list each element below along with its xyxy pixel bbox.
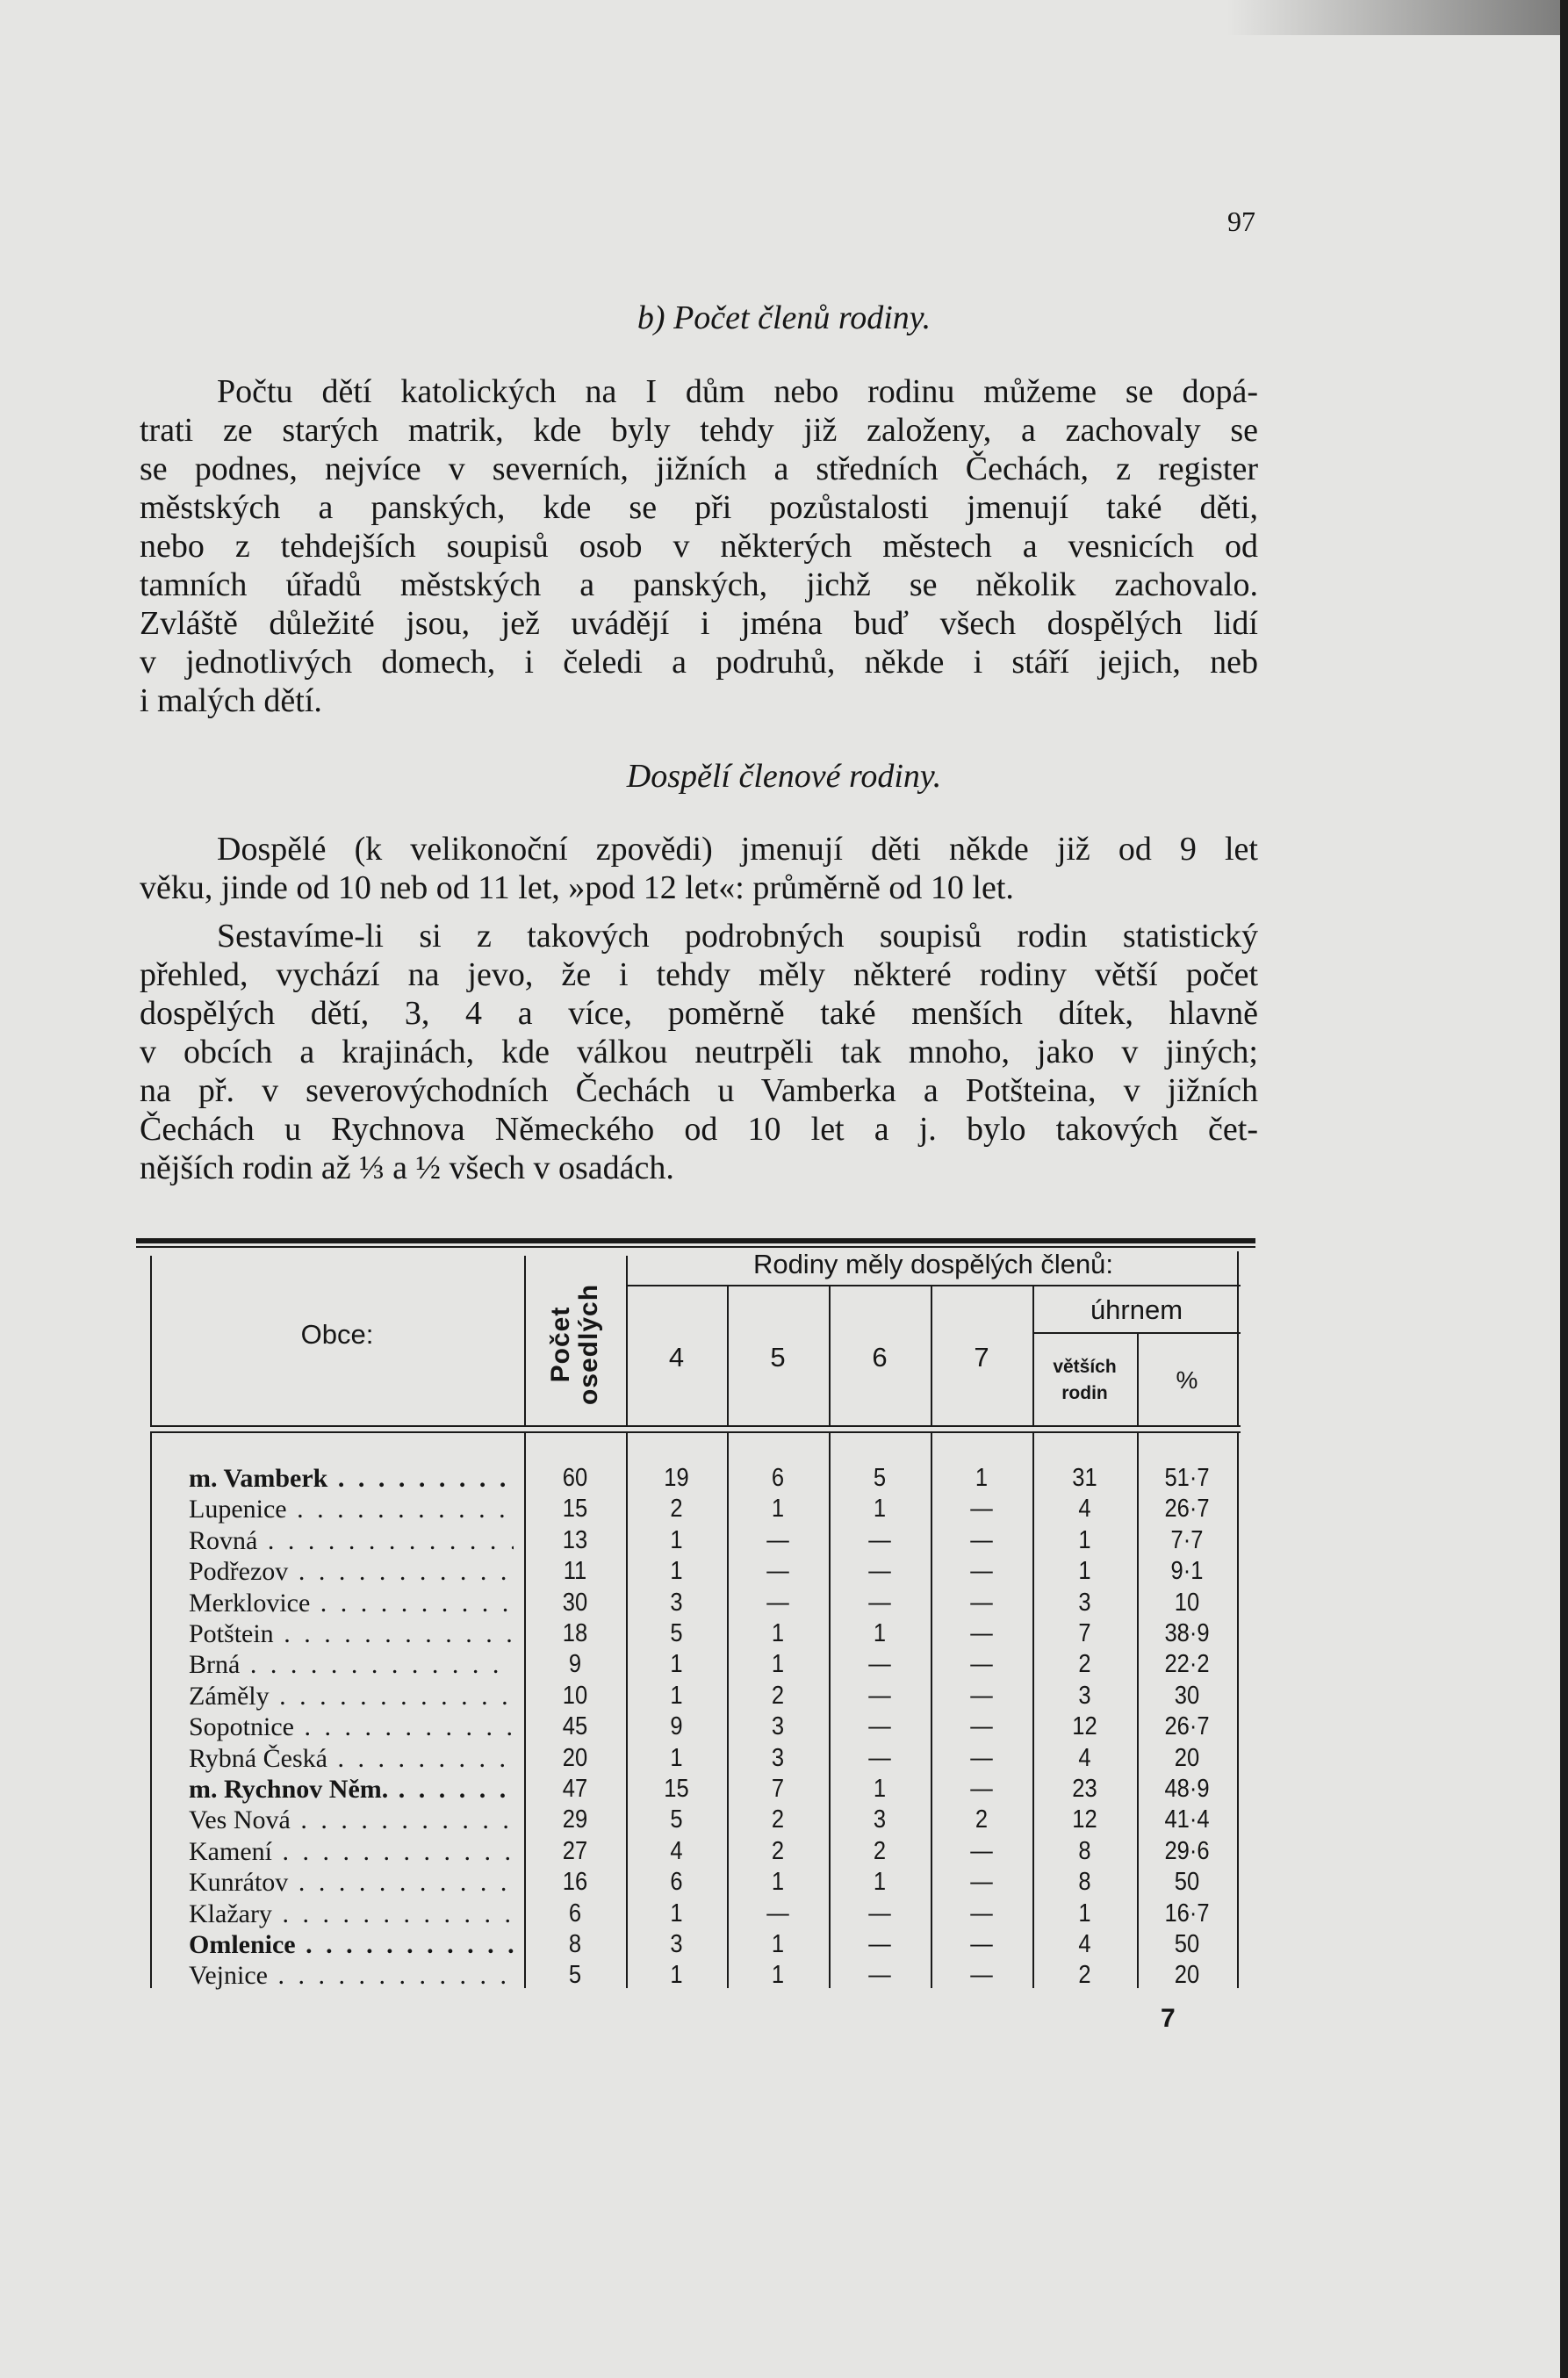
column-rule [1237, 1433, 1239, 1988]
header-uhrnem: úhrnem [1090, 1294, 1183, 1325]
cell-total: 8 [1078, 1868, 1091, 1897]
cell-c4: 5 [670, 1805, 683, 1834]
cell-total: 12 [1072, 1805, 1097, 1834]
cell-pct: 26·7 [1164, 1495, 1210, 1524]
cell-c6: 1 [873, 1495, 887, 1524]
cell-total: 3 [1078, 1588, 1091, 1617]
cell-total: 12 [1072, 1712, 1097, 1741]
cell-c5: — [766, 1899, 789, 1928]
cell-pct: 7·7 [1170, 1525, 1204, 1554]
cell-total: 31 [1072, 1464, 1097, 1492]
cell-pct: 26·7 [1164, 1712, 1210, 1741]
text-line: v jednotlivých domech, i čeledi a podruhů, někde i stáří jejich, neb [140, 644, 1258, 681]
column-rule [524, 1256, 526, 1425]
cell-c5: — [766, 1557, 789, 1586]
cell-c6: 1 [873, 1619, 887, 1647]
cell-c5: 1 [771, 1619, 785, 1647]
cell-pocet: 11 [563, 1557, 587, 1586]
cell-c7: 2 [975, 1805, 989, 1834]
column-rule [626, 1256, 628, 1425]
cell-pct: 20 [1174, 1743, 1200, 1772]
cell-c5: 1 [771, 1930, 785, 1958]
text-line: nějších rodin až ⅓ a ½ všech v osadách. [140, 1149, 674, 1186]
group-rule [626, 1285, 1241, 1286]
section-title: b) Počet členů rodiny. [637, 299, 931, 336]
text-line: Zvláště důležité jsou, jež uvádějí i jména buď všech dospělých lidí [140, 605, 1258, 642]
cell-c6: — [868, 1557, 891, 1586]
cell-c4: 19 [664, 1464, 689, 1492]
cell-c5: 2 [771, 1681, 785, 1710]
cell-c7: — [970, 1619, 993, 1647]
cell-total: 23 [1072, 1775, 1097, 1803]
cell-pocet: 20 [562, 1743, 588, 1772]
column-rule [524, 1433, 526, 1988]
row-obec-name: Klažary . . . [189, 1899, 514, 1929]
cell-pocet: 27 [562, 1836, 588, 1865]
cell-c6: — [868, 1681, 891, 1710]
cell-c7: — [970, 1868, 993, 1897]
cell-pocet: 60 [562, 1464, 588, 1492]
header-obce: Obce: [300, 1319, 374, 1350]
cell-c6: — [868, 1961, 891, 1990]
cell-pct: 22·2 [1164, 1650, 1210, 1679]
cell-pocet: 29 [562, 1805, 588, 1834]
table-top-rule-thin [136, 1246, 1255, 1248]
cell-c5: 1 [771, 1495, 785, 1524]
cell-c4: 5 [670, 1619, 683, 1647]
cell-pocet: 47 [562, 1775, 588, 1803]
cell-c4: 6 [670, 1868, 683, 1897]
row-obec-name: Ves Nová . . . [189, 1805, 514, 1835]
row-obec-name: Kamení . . . [189, 1836, 514, 1867]
cell-c7: — [970, 1525, 993, 1554]
cell-total: 1 [1078, 1557, 1091, 1586]
cell-pct: 10 [1174, 1588, 1200, 1617]
cell-c7: — [970, 1775, 993, 1803]
row-obec-name: Omlenice . . . [189, 1929, 514, 1960]
cell-pct: 38·9 [1164, 1619, 1210, 1647]
cell-pocet: 5 [568, 1961, 582, 1990]
cell-c6: — [868, 1712, 891, 1741]
text-line: nebo z tehdejších soupisů osob v některých městech a vesnicích od [140, 528, 1258, 565]
cell-c4: 1 [670, 1743, 683, 1772]
text-line: Sestavíme-li si z takových podrobných soupisů rodin statistický [217, 918, 1258, 955]
column-rule [727, 1433, 729, 1988]
row-obec-name: Vejnice . . . [189, 1960, 514, 1991]
header-5: 5 [770, 1342, 786, 1373]
cell-pocet: 30 [562, 1588, 588, 1617]
cell-pocet: 16 [562, 1868, 588, 1897]
cell-c5: 6 [771, 1464, 785, 1492]
cell-c5: 3 [771, 1743, 785, 1772]
cell-total: 4 [1078, 1495, 1091, 1524]
cell-pct: 48·9 [1164, 1775, 1210, 1803]
cell-c5: — [766, 1525, 789, 1554]
row-obec-name: Potštein . . . [189, 1618, 514, 1649]
text-line: dospělých dětí, 3, 4 a více, poměrně také menších dítek, hlavně [140, 995, 1258, 1032]
row-obec-name: m. Vamberk . . . [189, 1463, 514, 1494]
cell-total: 1 [1078, 1525, 1091, 1554]
cell-c4: 1 [670, 1961, 683, 1990]
text-line: přehled, vychází na jevo, že i tehdy měly některé rodiny větší počet [140, 956, 1258, 993]
cell-c7: — [970, 1495, 993, 1524]
text-line: městských a panských, kde se při pozůstalosti jmenují také děti, [140, 489, 1258, 526]
text-line: Dospělé (k velikonoční zpovědi) jmenují děti někde již od 9 let [217, 831, 1258, 868]
row-obec-name: Rybná Česká . . . [189, 1743, 514, 1774]
column-rule [1032, 1433, 1034, 1988]
cell-c4: 1 [670, 1899, 683, 1928]
subheading: Dospělí členové rodiny. [626, 758, 942, 795]
text-line: i malých dětí. [140, 682, 322, 719]
header-vetsich-line2: rodin [1061, 1383, 1108, 1403]
cell-c5: 2 [771, 1805, 785, 1834]
cell-pct: 41·4 [1164, 1805, 1210, 1834]
row-obec-name: m. Rychnov Něm. . . . [189, 1774, 514, 1805]
cell-total: 4 [1078, 1743, 1091, 1772]
cell-c4: 9 [670, 1712, 683, 1741]
cell-pct: 16·7 [1164, 1899, 1210, 1928]
cell-c7: — [970, 1930, 993, 1958]
cell-c4: 1 [670, 1557, 683, 1586]
table-top-rule [136, 1238, 1255, 1243]
cell-c6: 5 [873, 1464, 887, 1492]
text-line: v obcích a krajinách, kde válkou neutrpěli tak mnoho, jako v jiných; [140, 1034, 1258, 1070]
cell-c6: — [868, 1588, 891, 1617]
text-line: tamních úřadů městských a panských, jichž se několik zachovalo. [140, 566, 1258, 603]
text-line: na př. v severovýchodních Čechách u Vamberka a Potšteina, v jižních [140, 1072, 1258, 1109]
cell-pocet: 10 [562, 1681, 588, 1710]
column-rule [829, 1433, 831, 1988]
cell-pct: 30 [1174, 1681, 1200, 1710]
cell-c5: 1 [771, 1961, 785, 1990]
cell-pct: 20 [1174, 1961, 1200, 1990]
cell-c5: 2 [771, 1836, 785, 1865]
cell-c7: — [970, 1650, 993, 1679]
column-rule [829, 1286, 831, 1425]
text-line: věku, jinde od 10 neb od 11 let, »pod 12 let«: průměrně od 10 let. [140, 869, 1014, 906]
column-rule [931, 1286, 932, 1425]
row-obec-name: Podřezov . . . [189, 1556, 514, 1587]
cell-c6: 2 [873, 1836, 887, 1865]
cell-total: 7 [1078, 1619, 1091, 1647]
column-rule [1137, 1433, 1139, 1988]
cell-total: 8 [1078, 1836, 1091, 1865]
text-line: Čechách u Rychnova Německého od 10 let a j. bylo takových čet- [140, 1111, 1258, 1148]
cell-c7: — [970, 1836, 993, 1865]
row-obec-name: Lupenice . . . [189, 1494, 514, 1524]
header-pocet-line2: osedlých [574, 1283, 603, 1406]
cell-pocet: 45 [562, 1712, 588, 1741]
row-obec-name: Sopotnice . . . [189, 1711, 514, 1742]
cell-pocet: 6 [568, 1899, 582, 1928]
header-pocet-line1: Počet [546, 1306, 575, 1383]
cell-c7: — [970, 1899, 993, 1928]
cell-c6: — [868, 1930, 891, 1958]
column-rule [727, 1286, 729, 1425]
text-line: se podnes, nejvíce v severních, jižních a středních Čechách, z register [140, 450, 1258, 487]
row-obec-name: Kunrátov . . . [189, 1867, 514, 1898]
cell-c6: — [868, 1743, 891, 1772]
text-line: Počtu dětí katolických na I dům nebo rodinu můžeme se dopá- [217, 373, 1258, 410]
cell-c5: 1 [771, 1650, 785, 1679]
page-number: 97 [1227, 205, 1255, 237]
cell-c4: 4 [670, 1836, 683, 1865]
cell-c6: 1 [873, 1775, 887, 1803]
header-7: 7 [974, 1342, 989, 1373]
header-percent: % [1176, 1366, 1198, 1394]
cell-c5: 7 [771, 1775, 785, 1803]
cell-total: 2 [1078, 1650, 1091, 1679]
column-rule [150, 1256, 152, 1425]
cell-total: 3 [1078, 1681, 1091, 1710]
cell-c6: 1 [873, 1868, 887, 1897]
cell-pocet: 18 [562, 1619, 588, 1647]
header-rule [150, 1425, 1241, 1427]
text-line: trati ze starých matrik, kde byly tehdy již založeny, a zachovaly se [140, 412, 1258, 449]
cell-c4: 3 [670, 1930, 683, 1958]
cell-c6: — [868, 1899, 891, 1928]
cell-pocet: 15 [562, 1495, 588, 1524]
cell-pocet: 13 [562, 1525, 588, 1554]
cell-c4: 15 [664, 1775, 689, 1803]
column-rule [150, 1433, 152, 1988]
header-vetsich-line1: větších [1053, 1357, 1117, 1377]
column-rule [1032, 1286, 1034, 1425]
cell-c7: — [970, 1743, 993, 1772]
row-obec-name: Brná . . . [189, 1649, 514, 1680]
cell-pct: 29·6 [1164, 1836, 1210, 1865]
header-4: 4 [668, 1342, 685, 1373]
cell-c4: 1 [670, 1525, 683, 1554]
column-rule [1237, 1251, 1239, 1425]
cell-c6: — [868, 1525, 891, 1554]
cell-pocet: 8 [568, 1930, 582, 1958]
cell-pocet: 9 [568, 1650, 582, 1679]
cell-c4: 1 [670, 1650, 683, 1679]
cell-pct: 9·1 [1170, 1557, 1204, 1586]
cell-total: 1 [1078, 1899, 1091, 1928]
cell-c4: 2 [670, 1495, 683, 1524]
cell-total: 4 [1078, 1930, 1091, 1958]
signature-mark: 7 [1161, 2004, 1176, 2033]
column-rule [1137, 1334, 1139, 1425]
header-group: Rodiny měly dospělých členů: [752, 1249, 1114, 1279]
cell-c7: — [970, 1557, 993, 1586]
cell-pct: 50 [1174, 1930, 1200, 1958]
cell-c7: — [970, 1712, 993, 1741]
row-obec-name: Merklovice . . . [189, 1588, 514, 1618]
header-rule-2 [150, 1431, 1241, 1433]
cell-c7: 1 [975, 1464, 989, 1492]
header-pocet-osedlych [524, 1263, 626, 1426]
header-6: 6 [872, 1342, 888, 1373]
column-rule [626, 1433, 628, 1988]
cell-total: 2 [1078, 1961, 1091, 1990]
cell-c7: — [970, 1961, 993, 1990]
cell-c5: 3 [771, 1712, 785, 1741]
cell-pct: 50 [1174, 1868, 1200, 1897]
cell-c6: 3 [873, 1805, 887, 1834]
cell-c5: — [766, 1588, 789, 1617]
cell-c6: — [868, 1650, 891, 1679]
column-rule [931, 1433, 932, 1988]
cell-c7: — [970, 1681, 993, 1710]
header-vetsich-rodin [1032, 1354, 1137, 1407]
cell-c4: 1 [670, 1681, 683, 1710]
row-obec-name: Záměly . . . [189, 1681, 514, 1711]
cell-c5: 1 [771, 1868, 785, 1897]
row-obec-name: Rovná . . . [189, 1525, 514, 1556]
cell-pct: 51·7 [1164, 1464, 1210, 1492]
cell-c4: 3 [670, 1588, 683, 1617]
cell-c7: — [970, 1588, 993, 1617]
